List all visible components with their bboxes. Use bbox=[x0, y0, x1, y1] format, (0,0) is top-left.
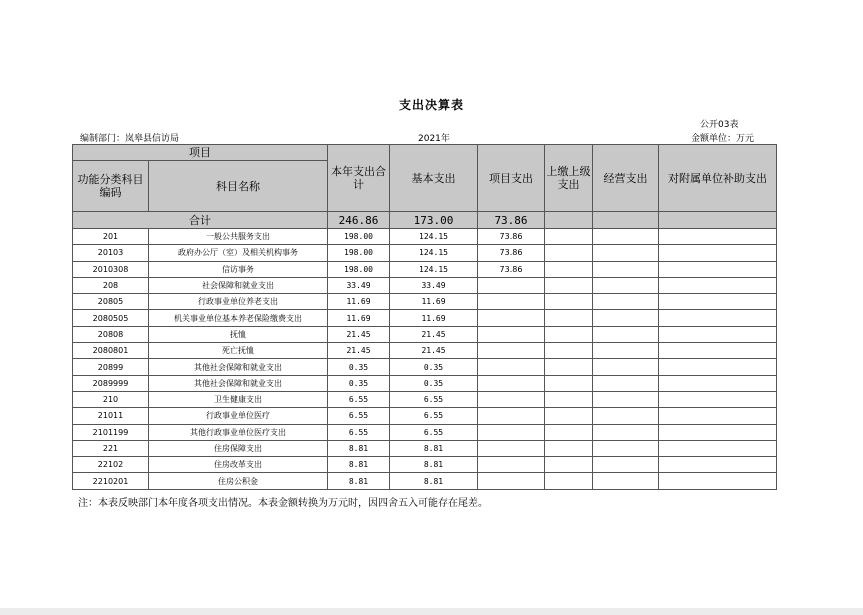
bottom-scroll-bar bbox=[0, 608, 863, 615]
project-cell bbox=[478, 359, 545, 375]
upper-cell bbox=[545, 245, 593, 261]
table-row bbox=[73, 473, 777, 489]
project-cell bbox=[478, 310, 545, 326]
basic-cell: 8.81 bbox=[390, 440, 478, 456]
table-row bbox=[73, 440, 777, 456]
subject-name-cell: 一般公共服务支出 bbox=[149, 229, 328, 245]
upper-cell bbox=[545, 375, 593, 391]
basic-cell: 6.55 bbox=[390, 424, 478, 440]
upper-cell bbox=[545, 294, 593, 310]
business-cell bbox=[593, 359, 659, 375]
business-cell bbox=[593, 229, 659, 245]
upper-cell bbox=[545, 408, 593, 424]
func-code-cell: 2101199 bbox=[73, 424, 149, 440]
table-row bbox=[73, 424, 777, 440]
subject-name-cell: 住房改革支出 bbox=[149, 457, 328, 473]
subject-name-cell: 抚恤 bbox=[149, 326, 328, 342]
subsidy-cell bbox=[659, 408, 777, 424]
basic-cell: 8.81 bbox=[390, 473, 478, 489]
basic-cell: 33.49 bbox=[390, 277, 478, 293]
project-cell bbox=[478, 424, 545, 440]
business-cell bbox=[593, 326, 659, 342]
upper-cell bbox=[545, 391, 593, 407]
business-cell bbox=[593, 343, 659, 359]
subsidy-cell bbox=[659, 245, 777, 261]
total-cell: 21.45 bbox=[328, 343, 390, 359]
func-code-cell: 20808 bbox=[73, 326, 149, 342]
subject-name-cell: 行政事业单位养老支出 bbox=[149, 294, 328, 310]
subject-name-cell: 住房保障支出 bbox=[149, 440, 328, 456]
project-expense-header: 项目支出 bbox=[478, 145, 545, 212]
total-cell: 21.45 bbox=[328, 326, 390, 342]
subject-name-cell: 信访事务 bbox=[149, 261, 328, 277]
subsidy-cell bbox=[659, 229, 777, 245]
basic-cell: 0.35 bbox=[390, 375, 478, 391]
year-label: 2021年 bbox=[418, 134, 450, 144]
business-cell bbox=[593, 457, 659, 473]
subsidy-cell bbox=[659, 391, 777, 407]
business-header: 经营支出 bbox=[593, 145, 659, 212]
project-cell: 73.86 bbox=[478, 229, 545, 245]
business-cell bbox=[593, 375, 659, 391]
table-row bbox=[73, 294, 777, 310]
table-row bbox=[73, 245, 777, 261]
table-row bbox=[73, 391, 777, 407]
business-cell bbox=[593, 473, 659, 489]
business-cell bbox=[593, 424, 659, 440]
total-cell: 11.69 bbox=[328, 294, 390, 310]
business-cell bbox=[593, 261, 659, 277]
basic-cell: 21.45 bbox=[390, 326, 478, 342]
total-subsidy bbox=[659, 212, 777, 229]
func-code-cell: 2089999 bbox=[73, 375, 149, 391]
table-row bbox=[73, 277, 777, 293]
total-cell: 11.69 bbox=[328, 310, 390, 326]
subject-name-cell: 政府办公厅（室）及相关机构事务 bbox=[149, 245, 328, 261]
subsidy-cell bbox=[659, 310, 777, 326]
func-code-cell: 210 bbox=[73, 391, 149, 407]
total-cell: 8.81 bbox=[328, 473, 390, 489]
upper-cell bbox=[545, 277, 593, 293]
subsidy-cell bbox=[659, 326, 777, 342]
total-label: 合计 bbox=[73, 212, 328, 229]
total-business bbox=[593, 212, 659, 229]
total-row bbox=[73, 212, 777, 229]
subject-name-cell: 行政事业单位医疗 bbox=[149, 408, 328, 424]
subsidy-header: 对附属单位补助支出 bbox=[659, 145, 777, 212]
business-cell bbox=[593, 277, 659, 293]
page-title: 支出决算表 bbox=[398, 98, 464, 112]
report-meta bbox=[80, 131, 754, 143]
subsidy-cell bbox=[659, 457, 777, 473]
total-cell: 6.55 bbox=[328, 391, 390, 407]
func-code-cell: 208 bbox=[73, 277, 149, 293]
subsidy-cell bbox=[659, 261, 777, 277]
subsidy-cell bbox=[659, 375, 777, 391]
total-cell: 6.55 bbox=[328, 424, 390, 440]
project-cell bbox=[478, 408, 545, 424]
func-code-header: 功能分类科目编码 bbox=[73, 161, 149, 212]
project-cell bbox=[478, 294, 545, 310]
upper-cell bbox=[545, 424, 593, 440]
table-row bbox=[73, 310, 777, 326]
basic-cell: 0.35 bbox=[390, 359, 478, 375]
project-cell bbox=[478, 326, 545, 342]
func-code-cell: 2010308 bbox=[73, 261, 149, 277]
table-row bbox=[73, 326, 777, 342]
basic-cell: 124.15 bbox=[390, 229, 478, 245]
upper-cell bbox=[545, 359, 593, 375]
project-cell bbox=[478, 277, 545, 293]
total-cell: 33.49 bbox=[328, 277, 390, 293]
subject-name-cell: 其他行政事业单位医疗支出 bbox=[149, 424, 328, 440]
upper-cell bbox=[545, 440, 593, 456]
basic-cell: 21.45 bbox=[390, 343, 478, 359]
subject-name-cell: 其他社会保障和就业支出 bbox=[149, 359, 328, 375]
form-number: 公开03表 bbox=[700, 120, 739, 130]
subject-name-cell: 死亡抚恤 bbox=[149, 343, 328, 359]
upper-header: 上缴上级支出 bbox=[545, 145, 593, 212]
business-cell bbox=[593, 408, 659, 424]
project-cell bbox=[478, 375, 545, 391]
total-upper bbox=[545, 212, 593, 229]
project-cell bbox=[478, 473, 545, 489]
expenditure-table bbox=[72, 144, 777, 490]
business-cell bbox=[593, 245, 659, 261]
subject-name-cell: 卫生健康支出 bbox=[149, 391, 328, 407]
department-label: 编制部门：岚皋县信访局 bbox=[80, 134, 180, 144]
subject-name-cell: 社会保障和就业支出 bbox=[149, 277, 328, 293]
project-cell: 73.86 bbox=[478, 261, 545, 277]
upper-cell bbox=[545, 229, 593, 245]
upper-cell bbox=[545, 473, 593, 489]
basic-header: 基本支出 bbox=[390, 145, 478, 212]
table-row bbox=[73, 457, 777, 473]
unit-label: 金额单位：万元 bbox=[690, 134, 754, 144]
basic-cell: 8.81 bbox=[390, 457, 478, 473]
upper-cell bbox=[545, 343, 593, 359]
business-cell bbox=[593, 440, 659, 456]
total-cell: 0.35 bbox=[328, 375, 390, 391]
business-cell bbox=[593, 310, 659, 326]
basic-cell: 124.15 bbox=[390, 261, 478, 277]
table-row bbox=[73, 408, 777, 424]
total-cell: 8.81 bbox=[328, 457, 390, 473]
func-code-cell: 20103 bbox=[73, 245, 149, 261]
total-project: 73.86 bbox=[478, 212, 545, 229]
subject-name-cell: 住房公积金 bbox=[149, 473, 328, 489]
business-cell bbox=[593, 294, 659, 310]
func-code-cell: 2210201 bbox=[73, 473, 149, 489]
subsidy-cell bbox=[659, 359, 777, 375]
total-amount: 246.86 bbox=[328, 212, 390, 229]
basic-cell: 11.69 bbox=[390, 294, 478, 310]
total-cell: 0.35 bbox=[328, 359, 390, 375]
total-header: 本年支出合计 bbox=[328, 145, 390, 212]
total-cell: 198.00 bbox=[328, 245, 390, 261]
project-cell bbox=[478, 457, 545, 473]
subject-name-cell: 机关事业单位基本养老保险缴费支出 bbox=[149, 310, 328, 326]
footnote: 注：本表反映部门本年度各项支出情况。本表金额转换为万元时，因四舍五入可能存在尾差。 bbox=[78, 498, 488, 509]
table-row bbox=[73, 375, 777, 391]
subsidy-cell bbox=[659, 294, 777, 310]
subsidy-cell bbox=[659, 473, 777, 489]
basic-cell: 6.55 bbox=[390, 408, 478, 424]
upper-cell bbox=[545, 457, 593, 473]
subsidy-cell bbox=[659, 277, 777, 293]
subsidy-cell bbox=[659, 424, 777, 440]
subsidy-cell bbox=[659, 440, 777, 456]
business-cell bbox=[593, 391, 659, 407]
basic-cell: 11.69 bbox=[390, 310, 478, 326]
func-code-cell: 201 bbox=[73, 229, 149, 245]
total-cell: 198.00 bbox=[328, 229, 390, 245]
func-code-cell: 2080505 bbox=[73, 310, 149, 326]
func-code-cell: 2080801 bbox=[73, 343, 149, 359]
upper-cell bbox=[545, 261, 593, 277]
upper-cell bbox=[545, 310, 593, 326]
project-cell bbox=[478, 440, 545, 456]
func-code-cell: 21011 bbox=[73, 408, 149, 424]
subject-name-header: 科目名称 bbox=[149, 161, 328, 212]
basic-cell: 6.55 bbox=[390, 391, 478, 407]
table-row bbox=[73, 343, 777, 359]
basic-cell: 124.15 bbox=[390, 245, 478, 261]
subject-name-cell: 其他社会保障和就业支出 bbox=[149, 375, 328, 391]
func-code-cell: 20805 bbox=[73, 294, 149, 310]
total-cell: 198.00 bbox=[328, 261, 390, 277]
func-code-cell: 221 bbox=[73, 440, 149, 456]
total-cell: 6.55 bbox=[328, 408, 390, 424]
subsidy-cell bbox=[659, 343, 777, 359]
upper-cell bbox=[545, 326, 593, 342]
table-row bbox=[73, 359, 777, 375]
project-cell bbox=[478, 391, 545, 407]
project-header: 项目 bbox=[73, 145, 328, 161]
total-cell: 8.81 bbox=[328, 440, 390, 456]
total-basic: 173.00 bbox=[390, 212, 478, 229]
project-cell bbox=[478, 343, 545, 359]
project-cell: 73.86 bbox=[478, 245, 545, 261]
table-row bbox=[73, 229, 777, 245]
func-code-cell: 22102 bbox=[73, 457, 149, 473]
table-row bbox=[73, 261, 777, 277]
func-code-cell: 20899 bbox=[73, 359, 149, 375]
